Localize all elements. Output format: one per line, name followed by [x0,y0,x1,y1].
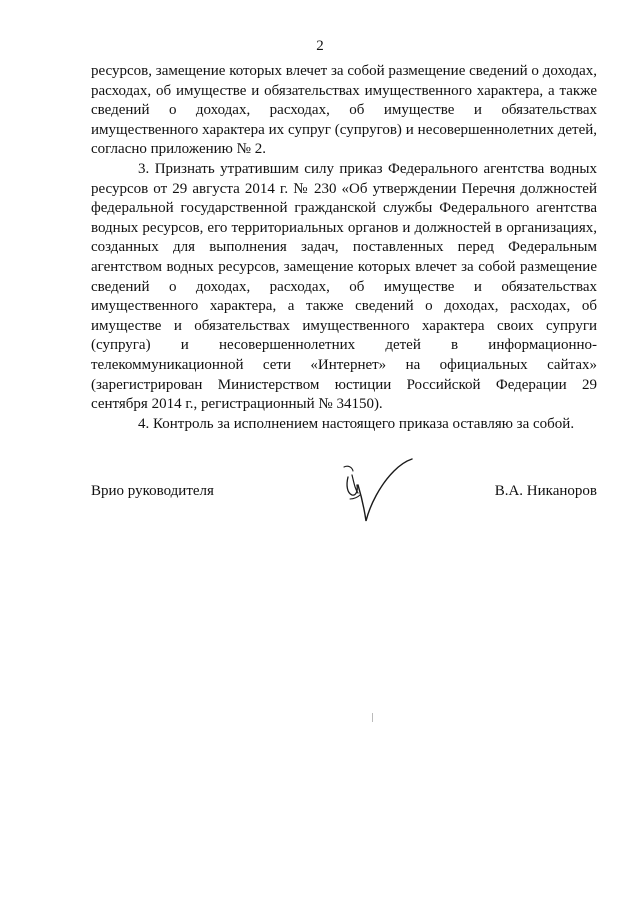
paragraph-4: 4. Контроль за исполнением настоящего приказа оставляю за собой. [138,415,575,432]
document-body [91,62,597,434]
page-number: 2 [316,38,324,54]
paragraph-continuation: ресурсов, замещение которых влечет за собой размещение сведений о доходах, расходах, об имуществе и обязательствах имущественного характера, а также сведений о доходах, расходах, об имуществе и обязательствах имущественного характера их супруг (супругов) и несовершеннолетних детей, согласно приложению № 2. [91,63,597,158]
signatory-name: В.А. Никаноров [494,483,597,499]
paragraph-3: 3. Признать утратившим силу приказ Федерального агентства водных ресурсов от 29 августа 2014 г. № 230 «Об утверждении Перечня должностей федеральной государственной гражданской службы Федерального агентства водных ресурсов, его территориальных органов и должностей в организациях, созданных для выполнения задач, поставленных перед Федеральным агентством водных ресурсов, замещение которых влечет за собой размещение сведений о доходах, расходах, об имуществе и обязательствах имущественного характера, а также сведений о доходах, расходах, об имуществе и обязательствах имущественного характера своих супруги (супруга) и несовершеннолетних детей в информационно-телекоммуникационной сети «Интернет» на официальных сайтах» (зарегистрирован Министерством юстиции Российской Федерации 29 сентября 2014 г., регистрационный № 34150). [91,160,597,413]
handwritten-signature [336,455,416,525]
signatory-title: Врио руководителя [91,483,214,499]
scan-artifact [372,713,373,722]
